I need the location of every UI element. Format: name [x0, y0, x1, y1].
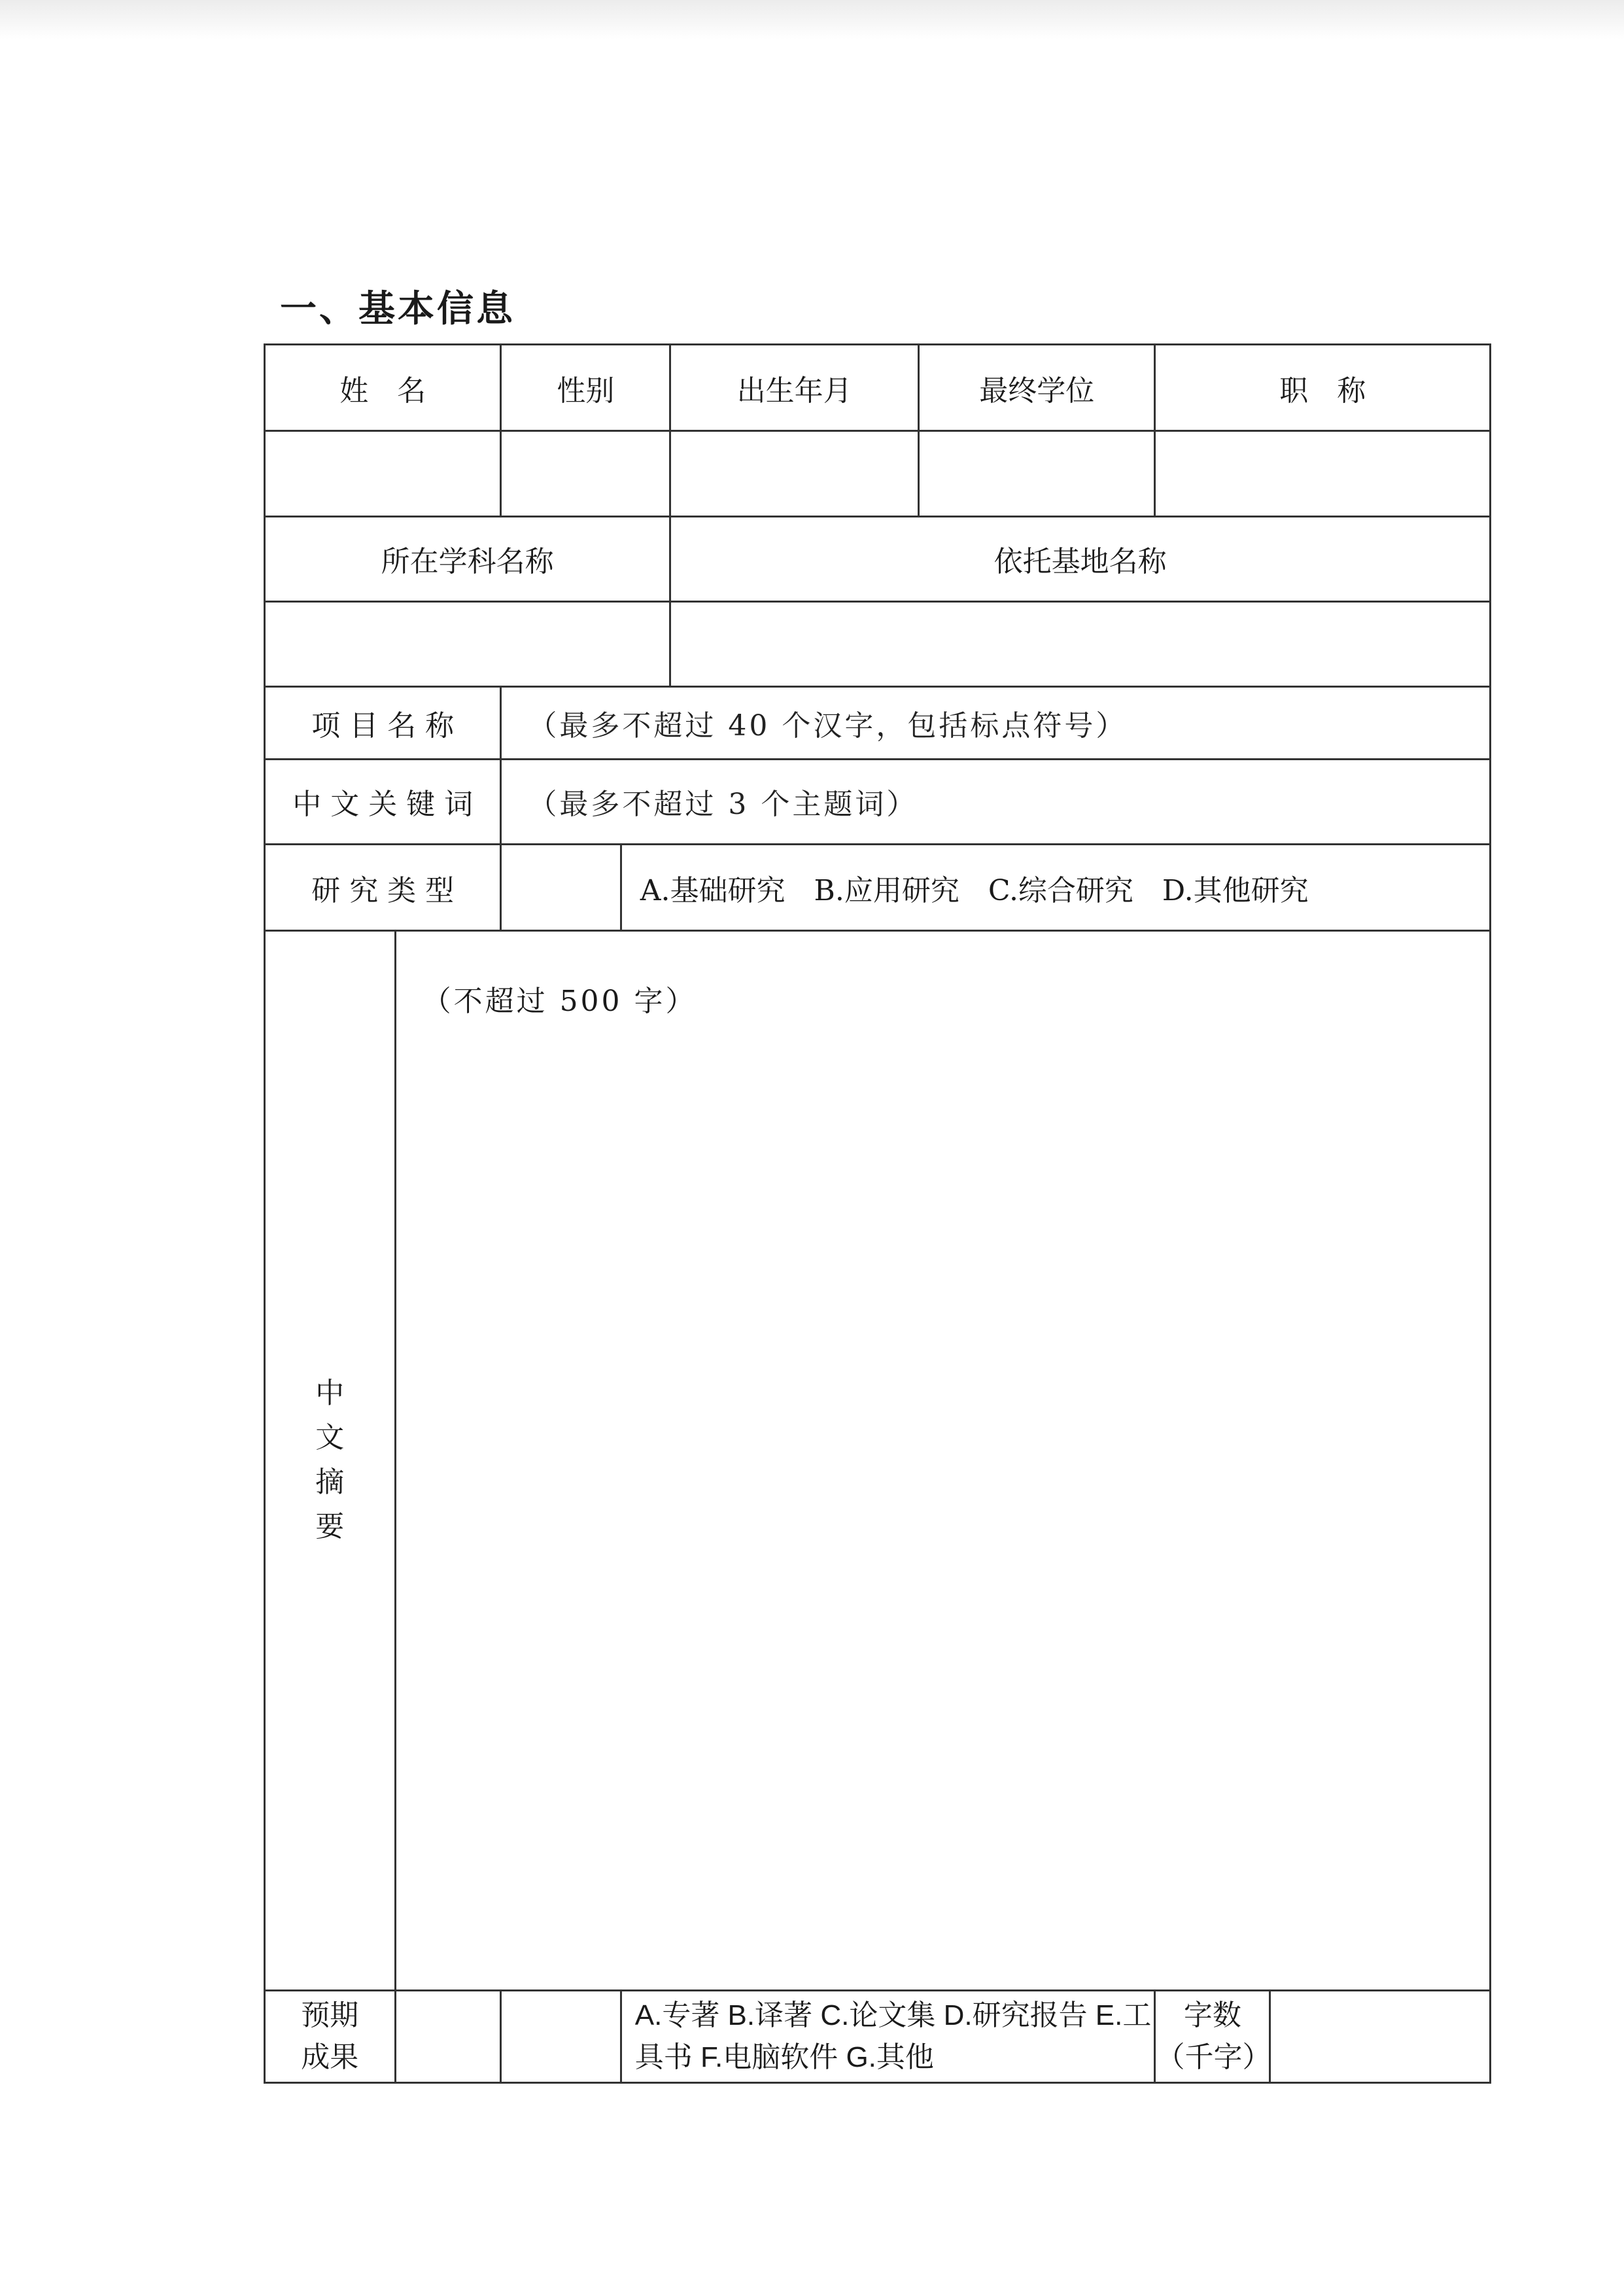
wordcount-label-line1: 字数: [1183, 1998, 1241, 2032]
scan-edge-shadow: [0, 0, 1624, 39]
abstract-label-char: 要: [315, 1510, 345, 1544]
base-field[interactable]: [670, 602, 1491, 687]
outcomes-label: [265, 1990, 396, 2082]
research-type-label: 研 究 类 型: [265, 844, 501, 930]
outcomes-label-line2: 成果: [301, 2040, 359, 2074]
wordcount-label: [1155, 1990, 1270, 2082]
abstract-label-char: 摘: [315, 1465, 345, 1499]
abstract-label-char: 中: [315, 1376, 345, 1410]
project-name-field[interactable]: （最多不超过 40 个汉字，包括标点符号）: [501, 687, 1491, 759]
research-type-field[interactable]: [501, 844, 621, 930]
keywords-label: 中 文 关 键 词: [265, 759, 501, 844]
section-title: 一、基本信息: [280, 288, 515, 330]
research-type-options: A.基础研究 B.应用研究 C.综合研究 D.其他研究: [621, 844, 1490, 930]
wordcount-label-line2: （千字）: [1156, 2040, 1271, 2074]
outcomes-options: A.专著 B.译著 C.论文集 D.研究报告 E.工具书 F.电脑软件 G.其他: [621, 1990, 1155, 2082]
abstract-label-char: 文: [315, 1421, 345, 1455]
outcomes-field-1[interactable]: [395, 1990, 501, 2082]
col-header-birth: 出生年月: [670, 345, 919, 431]
keywords-field[interactable]: （最多不超过 3 个主题词）: [501, 759, 1491, 844]
abstract-label: [265, 931, 396, 1990]
outcomes-field-2[interactable]: [501, 1990, 621, 2082]
col-header-name: 姓 名: [265, 345, 501, 431]
col-header-degree: 最终学位: [919, 345, 1155, 431]
name-field[interactable]: [265, 431, 501, 516]
discipline-label: 所在学科名称: [265, 516, 670, 601]
wordcount-field[interactable]: [1270, 1990, 1491, 2082]
col-header-title: 职 称: [1155, 345, 1491, 431]
col-header-gender: 性别: [501, 345, 670, 431]
discipline-field[interactable]: [265, 602, 670, 687]
gender-field[interactable]: [501, 431, 670, 516]
project-name-label: 项 目 名 称: [265, 687, 501, 759]
basic-info-form: [264, 343, 1491, 2084]
outcomes-label-line1: 预期: [301, 1998, 359, 2032]
base-label: 依托基地名称: [670, 516, 1491, 601]
birth-field[interactable]: [670, 431, 919, 516]
degree-field[interactable]: [919, 431, 1155, 516]
title-field[interactable]: [1155, 431, 1491, 516]
abstract-field[interactable]: （不超过 500 字）: [395, 931, 1490, 1990]
